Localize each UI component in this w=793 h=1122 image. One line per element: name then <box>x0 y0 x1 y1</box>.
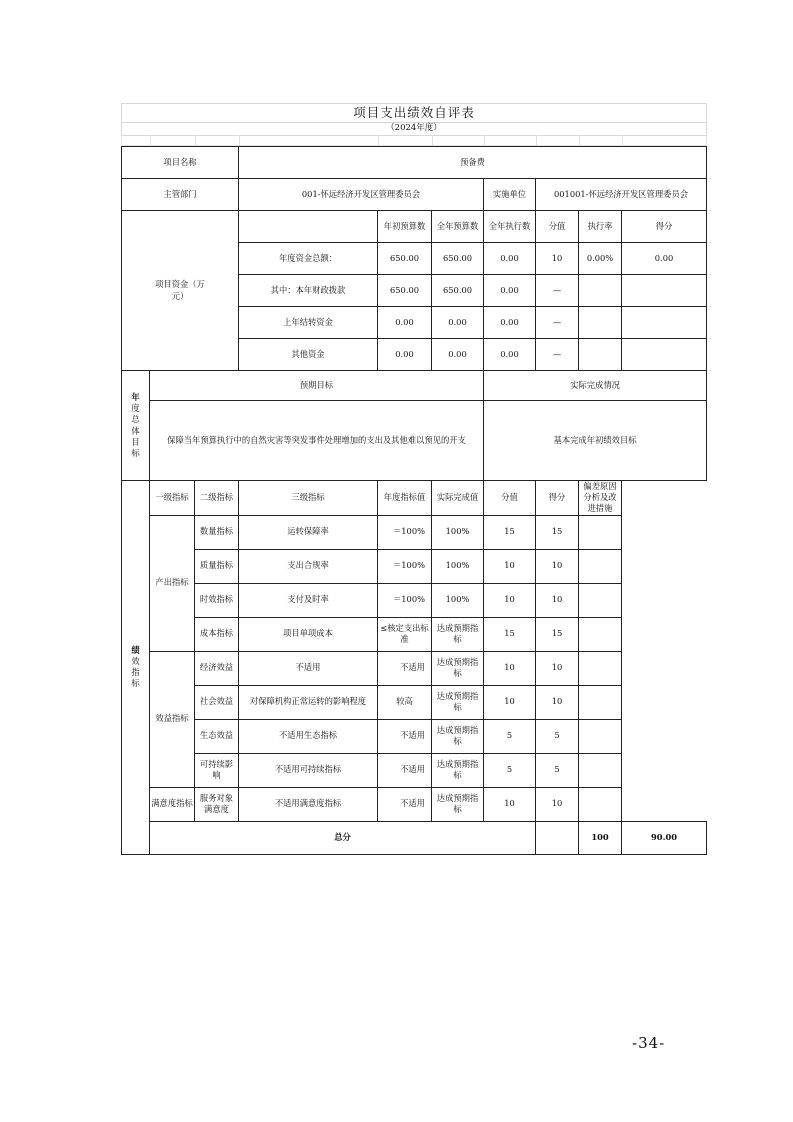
indicator-target-value: 不适用 <box>400 798 426 809</box>
funds-row-name: 其他资金 <box>239 339 378 371</box>
indicator-target <box>378 651 432 685</box>
indicator-l3: 对保障机构正常运转的影响程度 <box>239 685 378 719</box>
indicator-actual: 达成预期指标 <box>432 753 484 787</box>
indicator-l2: 社会效益 <box>195 685 239 719</box>
unit-value: 001001-怀远经济开发区管理委员会 <box>536 179 707 211</box>
funds-score <box>622 275 707 307</box>
indicator-target <box>378 549 432 583</box>
indicator-value: 10 <box>484 549 536 583</box>
funds-score <box>622 307 707 339</box>
indicators-header: 分值 <box>484 481 536 516</box>
funds-initial: 0.00 <box>378 307 432 339</box>
indicator-l3: 不适用 <box>239 651 378 685</box>
funds-score-value: — <box>536 275 579 307</box>
performance-table <box>121 146 707 855</box>
indicator-value: 5 <box>484 719 536 753</box>
indicator-target: 较高 <box>378 685 432 719</box>
indicator-actual: 达成预期指标 <box>432 719 484 753</box>
indicator-row <box>122 651 707 685</box>
project-name-row <box>122 147 707 179</box>
indicators-header: 偏差原因分析及改进措施 <box>579 481 622 516</box>
indicator-l3: 支付及时率 <box>239 583 378 617</box>
funds-row-name: 其中：本年财政拨款 <box>239 275 378 307</box>
indicator-value: 5 <box>484 753 536 787</box>
indicators-label-char: 绩 <box>131 644 140 655</box>
indicator-score: 15 <box>536 617 579 651</box>
indicator-target <box>378 515 432 549</box>
funds-label-text: 项目资金（万元） <box>155 279 205 301</box>
indicator-note <box>579 617 622 651</box>
funds-rate: 0.00% <box>579 243 622 275</box>
expected-goal-header: 预期目标 <box>150 371 484 401</box>
indicators-vertical-label <box>122 481 150 855</box>
funds-rate <box>579 307 622 339</box>
total-row <box>122 821 707 854</box>
indicator-value: 10 <box>484 685 536 719</box>
indicator-l2: 数量指标 <box>195 515 239 549</box>
indicator-value: 10 <box>484 787 536 821</box>
indicators-header: 年度指标值 <box>378 481 432 516</box>
indicator-score: 10 <box>536 549 579 583</box>
goals-label-char: 度 <box>131 403 140 414</box>
total-score: 90.00 <box>622 821 707 854</box>
indicator-row <box>122 549 707 583</box>
indicator-row <box>122 719 707 753</box>
indicator-actual: 100% <box>432 549 484 583</box>
dept-value: 001-怀远经济开发区管理委员会 <box>239 179 484 211</box>
goals-content-row <box>122 401 707 481</box>
indicator-l2: 质量指标 <box>195 549 239 583</box>
indicator-value: 10 <box>484 583 536 617</box>
indicator-row <box>122 583 707 617</box>
funds-score <box>622 339 707 371</box>
indicators-label-char: 指 <box>131 667 140 678</box>
funds-score-value: — <box>536 307 579 339</box>
indicator-value: 15 <box>484 617 536 651</box>
goals-label-char: 目 <box>131 436 140 447</box>
indicator-value: 10 <box>484 651 536 685</box>
level1-benefit: 效益指标 <box>150 651 195 787</box>
indicator-l2: 成本指标 <box>195 617 239 651</box>
indicator-l2: 经济效益 <box>195 651 239 685</box>
indicator-l3: 不适用生态指标 <box>239 719 378 753</box>
indicator-l2: 可持续影响 <box>195 753 239 787</box>
funds-score-value: 10 <box>536 243 579 275</box>
indicator-note <box>579 583 622 617</box>
indicator-target <box>378 753 432 787</box>
funds-rate <box>579 339 622 371</box>
indicator-score: 10 <box>536 583 579 617</box>
indicator-target-value: 不适用 <box>400 764 426 775</box>
indicator-actual: 达成预期指标 <box>432 787 484 821</box>
indicator-target: ≤核定支出标准 <box>378 617 432 651</box>
department-row <box>122 179 707 211</box>
funds-header: 年初预算数 <box>378 211 432 243</box>
goals-label-char: 标 <box>131 447 140 458</box>
indicator-actual: 达成预期指标 <box>432 651 484 685</box>
indicator-note <box>579 787 622 821</box>
goals-header-row <box>122 371 707 401</box>
indicator-l2: 生态效益 <box>195 719 239 753</box>
indicator-l3: 不适用满意度指标 <box>239 787 378 821</box>
funds-header: 全年预算数 <box>432 211 484 243</box>
table-year: （2024年度） <box>121 121 707 136</box>
indicator-row <box>122 753 707 787</box>
indicator-note <box>579 515 622 549</box>
indicator-target-value: ＝100% <box>392 560 426 571</box>
indicator-row <box>122 515 707 549</box>
indicator-row <box>122 787 707 821</box>
indicator-row <box>122 685 707 719</box>
funds-row-name: 年度资金总额： <box>239 243 378 275</box>
total-value: 100 <box>579 821 622 854</box>
indicators-label-char: 效 <box>131 656 140 667</box>
total-label: 总分 <box>150 821 536 854</box>
expected-goal-value: 保障当年预算执行中的自然灾害等突发事件处理增加的支出及其他难以预见的开支 <box>167 434 466 445</box>
actual-goal-text: 基本完成年初绩效目标 <box>484 401 707 481</box>
indicator-target <box>378 719 432 753</box>
indicator-target-value: 不适用 <box>400 730 426 741</box>
funds-score-value: — <box>536 339 579 371</box>
funds-header: 全年执行数 <box>484 211 536 243</box>
blank-grid-row <box>121 135 707 146</box>
indicator-target-value: 不适用 <box>400 662 426 673</box>
project-name-label: 项目名称 <box>122 147 239 179</box>
indicator-score: 10 <box>536 651 579 685</box>
indicator-note <box>579 549 622 583</box>
funds-initial: 0.00 <box>378 339 432 371</box>
funds-rate <box>579 275 622 307</box>
indicators-header: 一级指标 <box>150 481 195 516</box>
indicator-row <box>122 617 707 651</box>
indicator-actual: 达成预期指标 <box>432 685 484 719</box>
indicator-score: 10 <box>536 787 579 821</box>
indicator-note <box>579 753 622 787</box>
goals-label-char: 总 <box>131 414 140 425</box>
indicator-note <box>579 719 622 753</box>
indicators-label-char: 标 <box>131 678 140 689</box>
funds-executed: 0.00 <box>484 339 536 371</box>
expected-goal-text <box>150 401 484 481</box>
actual-goal-header: 实际完成情况 <box>484 371 707 401</box>
project-name-value: 预备费 <box>239 147 707 179</box>
indicator-score: 5 <box>536 753 579 787</box>
level1-output: 产出指标 <box>150 515 195 651</box>
indicators-header: 二级指标 <box>195 481 239 516</box>
indicator-l3: 不适用可持续指标 <box>239 753 378 787</box>
indicator-l2: 服务对象满意度 <box>195 787 239 821</box>
funds-score: 0.00 <box>622 243 707 275</box>
indicator-actual: 100% <box>432 515 484 549</box>
table-title: 项目支出绩效自评表 <box>121 103 707 123</box>
total-blank <box>536 821 579 854</box>
indicator-target-value: ＝100% <box>392 594 426 605</box>
indicator-target <box>378 583 432 617</box>
funds-initial: 650.00 <box>378 275 432 307</box>
indicator-l3: 项目单项成本 <box>239 617 378 651</box>
indicator-score: 15 <box>536 515 579 549</box>
level1-satisfaction: 满意度指标 <box>150 787 195 821</box>
funds-executed: 0.00 <box>484 275 536 307</box>
funds-label <box>122 211 239 371</box>
indicator-value: 15 <box>484 515 536 549</box>
goals-label-char: 年 <box>131 391 140 402</box>
funds-executed: 0.00 <box>484 243 536 275</box>
unit-label: 实施单位 <box>484 179 536 211</box>
funds-header: 执行率 <box>579 211 622 243</box>
indicator-target-value: ＝100% <box>392 526 426 537</box>
funds-annual: 650.00 <box>432 243 484 275</box>
page-number: -34- <box>632 1034 666 1052</box>
goals-label-char: 体 <box>131 425 140 436</box>
indicators-header: 三级指标 <box>239 481 378 516</box>
funds-header: 得分 <box>622 211 707 243</box>
funds-row-name: 上年结转资金 <box>239 307 378 339</box>
indicator-l2: 时效指标 <box>195 583 239 617</box>
goals-vertical-label <box>122 371 150 481</box>
funds-header: 分值 <box>536 211 579 243</box>
indicators-header-row <box>122 481 707 516</box>
dept-label: 主管部门 <box>122 179 239 211</box>
indicators-header: 得分 <box>536 481 579 516</box>
funds-executed: 0.00 <box>484 307 536 339</box>
funds-annual: 650.00 <box>432 275 484 307</box>
indicator-actual: 达成预期指标 <box>432 617 484 651</box>
indicators-header: 实际完成值 <box>432 481 484 516</box>
indicator-score: 10 <box>536 685 579 719</box>
indicator-note <box>579 651 622 685</box>
indicator-l3: 支出合规率 <box>239 549 378 583</box>
indicator-note <box>579 685 622 719</box>
funds-annual: 0.00 <box>432 307 484 339</box>
indicator-target <box>378 787 432 821</box>
funds-header-blank <box>239 211 378 243</box>
funds-header-row <box>122 211 707 243</box>
funds-annual: 0.00 <box>432 339 484 371</box>
indicator-actual: 100% <box>432 583 484 617</box>
indicator-l3: 运转保障率 <box>239 515 378 549</box>
indicator-score: 5 <box>536 719 579 753</box>
funds-initial: 650.00 <box>378 243 432 275</box>
